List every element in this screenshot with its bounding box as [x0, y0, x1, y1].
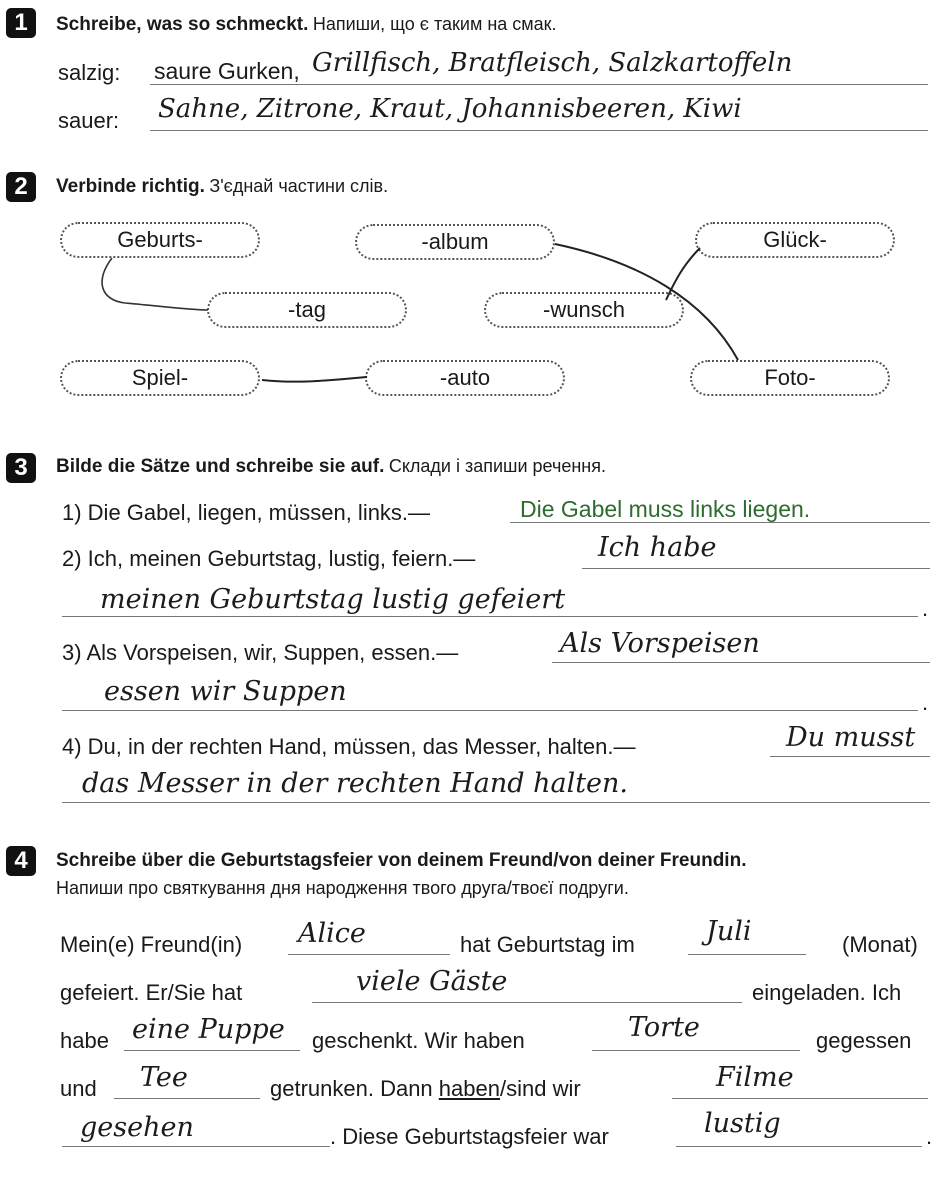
task-1-subtitle: Напиши, що є таким на смак. [312, 14, 557, 34]
line-geburts-tag [102, 258, 208, 310]
gift-line [124, 1050, 300, 1051]
text4-l4-b-wrap [270, 1076, 581, 1102]
pill-album[interactable]: -album [355, 224, 555, 260]
pill-foto[interactable]: Foto- [690, 360, 890, 396]
sentence-2-line-b [62, 616, 918, 617]
task-number-2: 2 [6, 172, 36, 202]
sentence-2-prompt: 2) Ich, meinen Geburtstag, lustig, feiern.— [62, 546, 476, 571]
sentence-1-prompt: 1) Die Gabel, liegen, müssen, links.— [62, 500, 431, 525]
task-2-title: Verbinde richtig. [56, 176, 205, 197]
month-line [688, 954, 806, 955]
task-number-1: 1 [6, 8, 36, 38]
sentence-1-answer-text: Die Gabel muss links liegen. [520, 496, 811, 522]
sentence-4-prompt: 4) Du, in der rechten Hand, müssen, das Messer, halten.— [62, 734, 636, 759]
sentence-3-period: . [922, 690, 929, 715]
task-3-subtitle: Склади і запиши речення. [388, 456, 606, 476]
sentence-2-answer-b: meinen Geburtstag lustig gefeiert [100, 584, 566, 615]
drink-line [114, 1098, 260, 1099]
text4-l1-b: hat Geburtstag im [460, 932, 635, 957]
line-spiel-auto [262, 377, 367, 382]
sentence-3-answer-b: essen wir Suppen [104, 676, 347, 707]
salzig-answer: Grillfisch, Bratfleisch, Salzkartoffeln [312, 48, 793, 78]
salzig-printed-answer: saure Gurken, [154, 58, 300, 84]
task-1-title: Schreibe, was so schmeckt. [56, 14, 309, 35]
activity-line [672, 1098, 928, 1099]
connection-lines [0, 0, 952, 460]
sentence-1-answer [520, 496, 810, 523]
task-3-heading [56, 456, 606, 478]
text4-l4-c: /sind wir [499, 1076, 581, 1101]
task-4-title: Schreibe über die Geburtstagsfeier von deinem Freund/von deiner Freundin. [56, 850, 747, 871]
text4-l3-b: geschenkt. Wir haben [312, 1028, 525, 1053]
sentence-4-answer-b: das Messer in der rechten Hand halten. [82, 768, 628, 799]
answer-adjective: lustig [704, 1108, 781, 1139]
pill-wunsch[interactable]: -wunsch [484, 292, 684, 328]
sauer-label: sauer: [58, 108, 120, 133]
pill-glueck[interactable]: Glück- [695, 222, 895, 258]
salzig-label: salzig: [58, 60, 121, 85]
text4-l2-a: gefeiert. Er/Sie hat [60, 980, 243, 1005]
sentence-2-line-a [582, 568, 930, 569]
text4-l3-a: habe [60, 1028, 109, 1053]
sentence-2-period: . [922, 596, 929, 621]
task-2-subtitle: З'єднай частини слів. [209, 176, 389, 196]
answer-friend-name: Alice [298, 918, 366, 949]
friend-name-line [288, 954, 450, 955]
sentence-4-line-a [770, 756, 930, 757]
sentence-4-line-b [62, 802, 930, 803]
sauer-answer: Sahne, Zitrone, Kraut, Johannisbeeren, Kiwi [158, 94, 742, 124]
text4-l3-c: gegessen [816, 1028, 912, 1053]
participle-line [62, 1146, 330, 1147]
sentence-3-answer-a: Als Vorspeisen [560, 628, 760, 659]
text4-l2-b: eingeladen. Ich [752, 980, 902, 1005]
answer-food: Torte [628, 1012, 700, 1043]
pill-tag[interactable]: -tag [207, 292, 407, 328]
answer-activity: Filme [716, 1062, 794, 1093]
sentence-3-line-a [552, 662, 930, 663]
line-glueck-wunsch [666, 248, 700, 300]
sentence-3-line-b [62, 710, 918, 711]
adjective-line [676, 1146, 922, 1147]
sentence-3-prompt: 3) Als Vorspeisen, wir, Suppen, essen.— [62, 640, 459, 665]
text4-l4-b: getrunken. Dann [270, 1076, 433, 1101]
pill-geburts[interactable]: Geburts- [60, 222, 260, 258]
pill-auto[interactable]: -auto [365, 360, 565, 396]
text4-l4-a: und [60, 1076, 97, 1101]
answer-guests: viele Gäste [356, 966, 508, 997]
answer-participle: gesehen [80, 1112, 194, 1143]
text4-l4-haben-selected[interactable]: haben [438, 1076, 500, 1101]
pill-spiel[interactable]: Spiel- [60, 360, 260, 396]
answer-gift: eine Puppe [132, 1014, 285, 1045]
task-number-4: 4 [6, 846, 36, 876]
answer-drink: Tee [140, 1062, 188, 1093]
text4-l1-a: Mein(e) Freund(in) [60, 932, 243, 957]
task-number-3: 3 [6, 453, 36, 483]
food-line [592, 1050, 800, 1051]
task-3-title: Bilde die Sätze und schreibe sie auf. [56, 456, 385, 477]
text4-l5-a: . Diese Geburtstagsfeier war [330, 1124, 609, 1149]
sentence-2-answer-a: Ich habe [598, 532, 717, 563]
sentence-4-answer-a: Du musst [786, 722, 916, 753]
text4-l5-end: . [926, 1124, 933, 1149]
text4-l1-c: (Monat) [842, 932, 918, 957]
line-album-foto [555, 244, 738, 360]
sentence-1-line [510, 522, 930, 523]
guests-line [312, 1002, 742, 1003]
answer-month: Juli [706, 916, 752, 947]
task-4-subtitle: Напиши про святкування дня народження твого друга/твоєї подруги. [56, 878, 629, 898]
